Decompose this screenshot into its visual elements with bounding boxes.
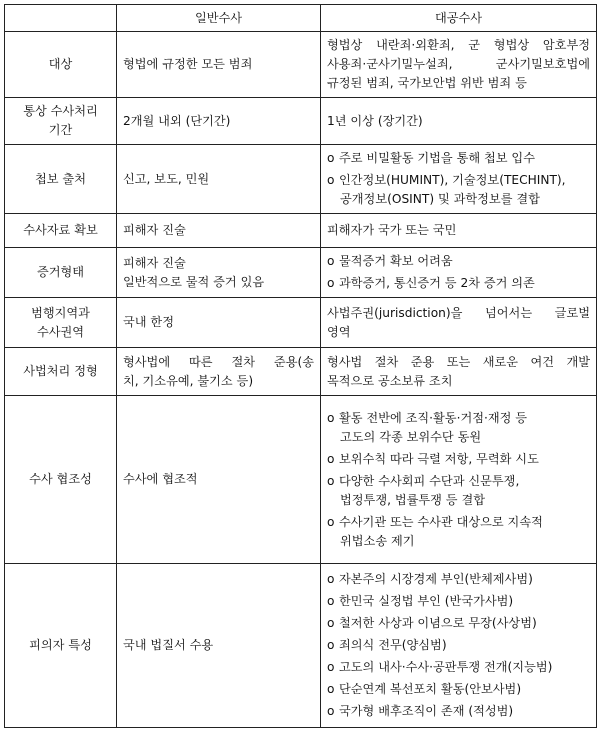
list-item — [327, 252, 590, 271]
public-cell: 피해자가 국가 또는 국민 — [321, 214, 597, 248]
general-cell: 형법에 규정한 모든 범죄 — [117, 32, 321, 98]
general-cell — [117, 348, 321, 396]
bullet-marker: o — [327, 276, 335, 290]
list-item-text: 인간정보(HUMINT), 기술정보(TECHINT), — [339, 173, 566, 187]
general-line: 형사법에 따른 절차 준용(송 — [123, 354, 314, 369]
list-item — [327, 171, 590, 209]
public-line: 사법주권(jurisdiction)을 넘어서는 글로벌 — [327, 305, 590, 320]
public-line: 사용죄·군사기밀누설죄, 군사기밀보호법에 — [327, 57, 590, 71]
list-item — [327, 409, 590, 447]
row-label-line: 범행지역과 — [31, 305, 90, 320]
header-row — [5, 5, 597, 32]
list-item — [327, 450, 590, 469]
public-line: 형법상 내란죄·외환죄, 군 형법상 암호부정 — [327, 38, 590, 52]
public-cell — [321, 32, 597, 98]
list-item — [327, 614, 590, 633]
public-cell — [321, 298, 597, 348]
public-bullet-list — [327, 149, 590, 209]
list-item-continuation: 법정투쟁, 법률투쟁 등 결합 — [340, 492, 486, 507]
table-row — [5, 98, 597, 145]
bullet-marker: o — [327, 254, 335, 268]
table-row — [5, 145, 597, 214]
public-cell — [321, 564, 597, 728]
row-label: 대상 — [5, 32, 117, 98]
public-line: 목적으로 공소보류 조치 — [327, 373, 453, 388]
bullet-marker: o — [327, 151, 335, 165]
table-row — [5, 214, 597, 248]
table-row — [5, 32, 597, 98]
bullet-marker: o — [327, 410, 335, 425]
public-bullet-list — [327, 570, 590, 721]
row-label-line: 기간 — [48, 123, 73, 137]
row-label: 피의자 특성 — [5, 564, 117, 728]
general-cell: 2개월 내외 (단기간) — [117, 98, 321, 145]
general-line: 피해자 진술 — [123, 255, 186, 270]
row-label-line: 통상 수사처리 — [23, 104, 98, 118]
public-cell — [321, 348, 597, 396]
list-item — [327, 513, 590, 551]
general-line: 일반적으로 물적 증거 있음 — [123, 274, 265, 289]
header-general: 일반수사 — [117, 5, 321, 32]
list-item-text: 수사기관 또는 수사관 대상으로 지속적 — [339, 514, 543, 529]
list-item-continuation: 위법소송 제기 — [340, 533, 415, 548]
header-blank — [5, 5, 117, 32]
row-label: 수사 협조성 — [5, 396, 117, 564]
list-item-text: 자본주의 시장경제 부인(반체제사범) — [339, 572, 533, 586]
list-item — [327, 658, 590, 677]
list-item — [327, 636, 590, 655]
list-item-text: 한민국 실정법 부인 (반국가사범) — [339, 594, 514, 608]
general-cell: 국내 법질서 수용 — [117, 564, 321, 728]
list-item — [327, 149, 590, 168]
public-cell: 1년 이상 (장기간) — [321, 98, 597, 145]
general-line: 치, 기소유예, 불기소 등) — [123, 373, 254, 388]
list-item-text: 고도의 내사·수사·공판투쟁 전개(지능범) — [339, 660, 553, 674]
bullet-marker: o — [327, 638, 335, 652]
public-bullet-list — [327, 409, 590, 551]
list-item-text: 활동 전반에 조직·활동·거점·재정 등 — [339, 410, 528, 425]
row-label: 사법처리 정형 — [5, 348, 117, 396]
row-label — [5, 298, 117, 348]
row-label — [5, 98, 117, 145]
list-item — [327, 274, 590, 293]
bullet-marker: o — [327, 616, 335, 630]
list-item — [327, 702, 590, 721]
table-row — [5, 298, 597, 348]
header-public: 대공수사 — [321, 5, 597, 32]
row-label: 증거형태 — [5, 248, 117, 298]
public-cell — [321, 248, 597, 298]
general-cell: 피해자 진술 — [117, 214, 321, 248]
bullet-marker: o — [327, 682, 335, 696]
list-item-text: 단순연계 복선포치 활동(안보사범) — [339, 682, 522, 696]
list-item-text: 보위수칙 따라 극렬 저항, 무력화 시도 — [339, 451, 539, 466]
public-cell — [321, 396, 597, 564]
list-item-text: 철저한 사상과 이념으로 무장(사상범) — [339, 616, 537, 630]
public-line: 규정된 범죄, 국가보안법 위반 범죄 등 — [327, 76, 527, 90]
table-row — [5, 564, 597, 728]
public-cell — [321, 145, 597, 214]
general-cell — [117, 248, 321, 298]
comparison-table — [4, 4, 597, 728]
bullet-marker: o — [327, 514, 335, 529]
bullet-marker: o — [327, 594, 335, 608]
bullet-marker: o — [327, 704, 335, 718]
list-item-text: 죄의식 전무(양심범) — [339, 638, 447, 652]
bullet-marker: o — [327, 473, 335, 488]
general-cell: 수사에 협조적 — [117, 396, 321, 564]
list-item-text: 과학증거, 통신증거 등 2차 증거 의존 — [339, 276, 535, 290]
bullet-marker: o — [327, 451, 335, 466]
bullet-marker: o — [327, 572, 335, 586]
bullet-marker: o — [327, 660, 335, 674]
list-item — [327, 472, 590, 510]
public-line: 영역 — [327, 324, 351, 339]
general-cell: 신고, 보도, 민원 — [117, 145, 321, 214]
list-item-continuation: 고도의 각종 보위수단 동원 — [340, 429, 482, 444]
table-row — [5, 396, 597, 564]
public-line: 형사법 절차 준용 또는 새로운 여건 개발 — [327, 354, 590, 369]
list-item-text: 국가형 배후조직이 존재 (적성범) — [339, 704, 514, 718]
general-cell: 국내 한정 — [117, 298, 321, 348]
list-item-text: 주로 비밀활동 기법을 통해 첩보 입수 — [339, 151, 535, 165]
table-row — [5, 348, 597, 396]
public-bullet-list — [327, 252, 590, 293]
list-item-continuation: 공개정보(OSINT) 및 과학정보를 결합 — [340, 192, 540, 206]
row-label: 수사자료 확보 — [5, 214, 117, 248]
row-label: 첩보 출처 — [5, 145, 117, 214]
list-item-text: 물적증거 확보 어려움 — [339, 254, 453, 268]
list-item — [327, 680, 590, 699]
list-item-text: 다양한 수사회피 수단과 신문투쟁, — [339, 473, 520, 488]
list-item — [327, 592, 590, 611]
bullet-marker: o — [327, 173, 335, 187]
row-label-line: 수사권역 — [36, 324, 85, 339]
table-row — [5, 248, 597, 298]
list-item — [327, 570, 590, 589]
